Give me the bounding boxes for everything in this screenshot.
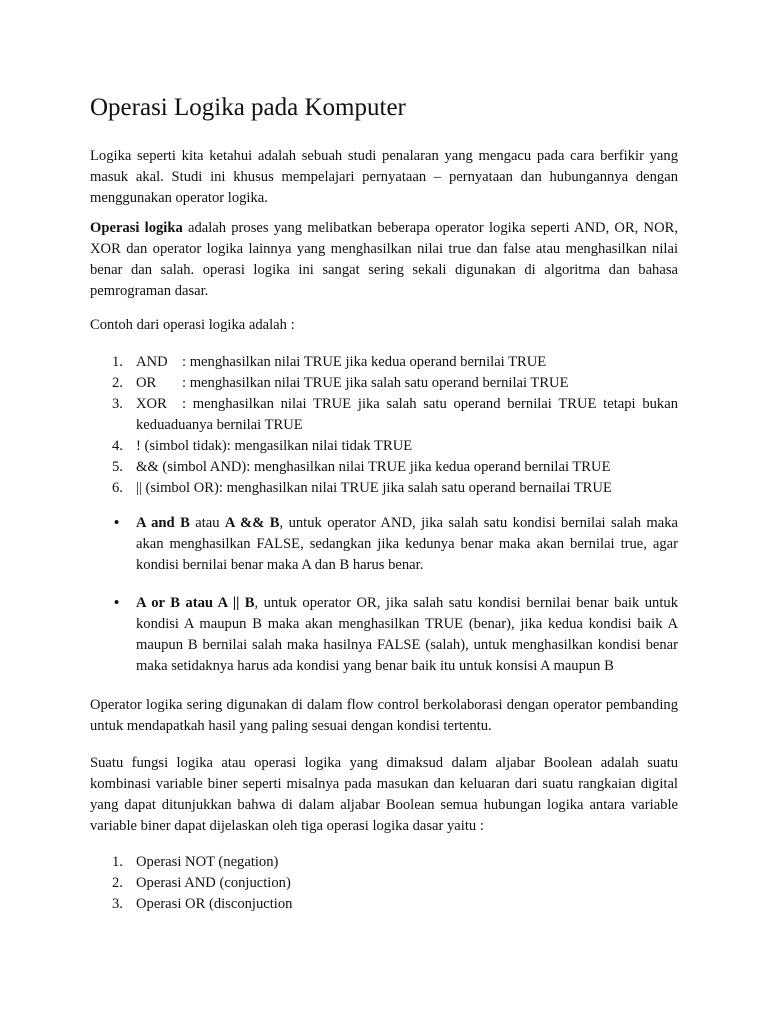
list-number: 4. bbox=[112, 438, 123, 454]
list-item bbox=[90, 478, 678, 499]
bullet-text: , untuk operator AND, jika salah satu kondisi bernilai salah maka akan menghasilkan FALSE, sedangkan jika kedunya benar maka akan bernilai true, agar kondisi bernilai benar maka A dan B harus benar. bbox=[136, 515, 679, 573]
list-item bbox=[90, 436, 678, 457]
list-item bbox=[90, 593, 678, 677]
definition-paragraph bbox=[90, 218, 678, 302]
list-item bbox=[90, 852, 678, 873]
page-title: Operasi Logika pada Komputer bbox=[90, 94, 406, 121]
list-item bbox=[90, 394, 678, 436]
operator-text: : menghasilkan nilai TRUE jika kedua operand bernilai TRUE bbox=[182, 354, 547, 370]
list-number: 6. bbox=[112, 480, 123, 496]
bullet-bold: A or B atau A || B bbox=[136, 595, 255, 611]
definition-text: adalah proses yang melibatkan beberapa operator logika seperti AND, OR, NOR, XOR dan operator logika lainnya yang menghasilkan nilai true dan false atau menghasilkan nilai benar dan salah. operasi logika ini sangat sering sekali digunakan di algoritma dan bahasa pemrograman dasar. bbox=[90, 220, 678, 299]
list-number: 1. bbox=[112, 854, 123, 870]
definition-term: Operasi logika bbox=[90, 220, 183, 236]
bullet-bold: A && B bbox=[224, 515, 280, 531]
list-item bbox=[90, 373, 678, 394]
operator-list bbox=[90, 352, 678, 499]
bullet-icon: • bbox=[114, 515, 120, 531]
list-number: 1. bbox=[112, 354, 123, 370]
bullet-text: atau bbox=[189, 515, 225, 531]
list-item bbox=[90, 894, 678, 915]
bullet-text: , untuk operator OR, jika salah satu kondisi bernilai benar baik untuk kondisi A maupun B maka akan menghasilkan TRUE (benar), jika kedua kondisi baik A maupun B bernilai salah maka hasilnya FALSE (salah), untuk menghasilkan kondisi benar maka setidaknya harus ada kondisi yang benar baik itu untuk konsisi A maupun B bbox=[136, 595, 678, 674]
list-item bbox=[90, 873, 678, 894]
examples-intro: Contoh dari operasi logika adalah : bbox=[90, 317, 295, 333]
list-item bbox=[90, 352, 678, 373]
bullet-list-and bbox=[90, 513, 678, 576]
list-number: 2. bbox=[112, 875, 123, 891]
list-number: 5. bbox=[112, 459, 123, 475]
operator-label: XOR bbox=[136, 396, 167, 412]
list-item-text: Operasi NOT (negation) bbox=[136, 854, 279, 870]
operator-text: : menghasilkan nilai TRUE jika salah satu operand bernilai TRUE bbox=[182, 375, 569, 391]
list-number: 2. bbox=[112, 375, 123, 391]
boolean-paragraph: Suatu fungsi logika atau operasi logika yang dimaksud dalam aljabar Boolean adalah suatu kombinasi variable biner seperti misalnya pada masukan dan keluaran dari suatu rangkaian digital yang dapat ditunjukkan bahwa di dalam aljabar Boolean semua hubungan logika antara variable variable biner dapat dijelaskan oleh tiga operasi logika dasar yaitu : bbox=[90, 755, 678, 834]
list-number: 3. bbox=[112, 896, 123, 912]
list-item-text: Operasi OR (disconjuction bbox=[136, 896, 293, 912]
flow-control-paragraph: Operator logika sering digunakan di dalam flow control berkolaborasi dengan operator pembanding untuk mendapatkah hasil yang paling sesuai dengan kondisi tertentu. bbox=[90, 697, 678, 734]
list-number: 3. bbox=[112, 396, 123, 412]
intro-paragraph: Logika seperti kita ketahui adalah sebuah studi penalaran yang mengacu pada cara berfikir yang masuk akal. Studi ini khusus mempelajari pernyataan – pernyataan dan hubungannya dengan menggunakan operator logika. bbox=[90, 148, 678, 206]
bullet-bold: A and B bbox=[136, 515, 190, 531]
list-item bbox=[90, 457, 678, 478]
operator-label: OR bbox=[136, 375, 157, 391]
operator-text: ! (simbol tidak): mengasilkan nilai tidak TRUE bbox=[136, 438, 413, 454]
bullet-icon: • bbox=[114, 595, 120, 611]
list-item bbox=[90, 513, 678, 576]
basic-operations-list bbox=[90, 852, 678, 915]
list-item-text: Operasi AND (conjuction) bbox=[136, 875, 291, 891]
operator-text: : menghasilkan nilai TRUE jika salah satu operand bernilai TRUE tetapi bukan keduaduanya bernilai TRUE bbox=[136, 396, 678, 433]
bullet-list-or bbox=[90, 593, 678, 677]
operator-text: && (simbol AND): menghasilkan nilai TRUE jika kedua operand bernilai TRUE bbox=[136, 459, 611, 475]
operator-text: || (simbol OR): menghasilkan nilai TRUE jika salah satu operand bernailai TRUE bbox=[136, 480, 612, 496]
operator-label: AND bbox=[136, 354, 168, 370]
